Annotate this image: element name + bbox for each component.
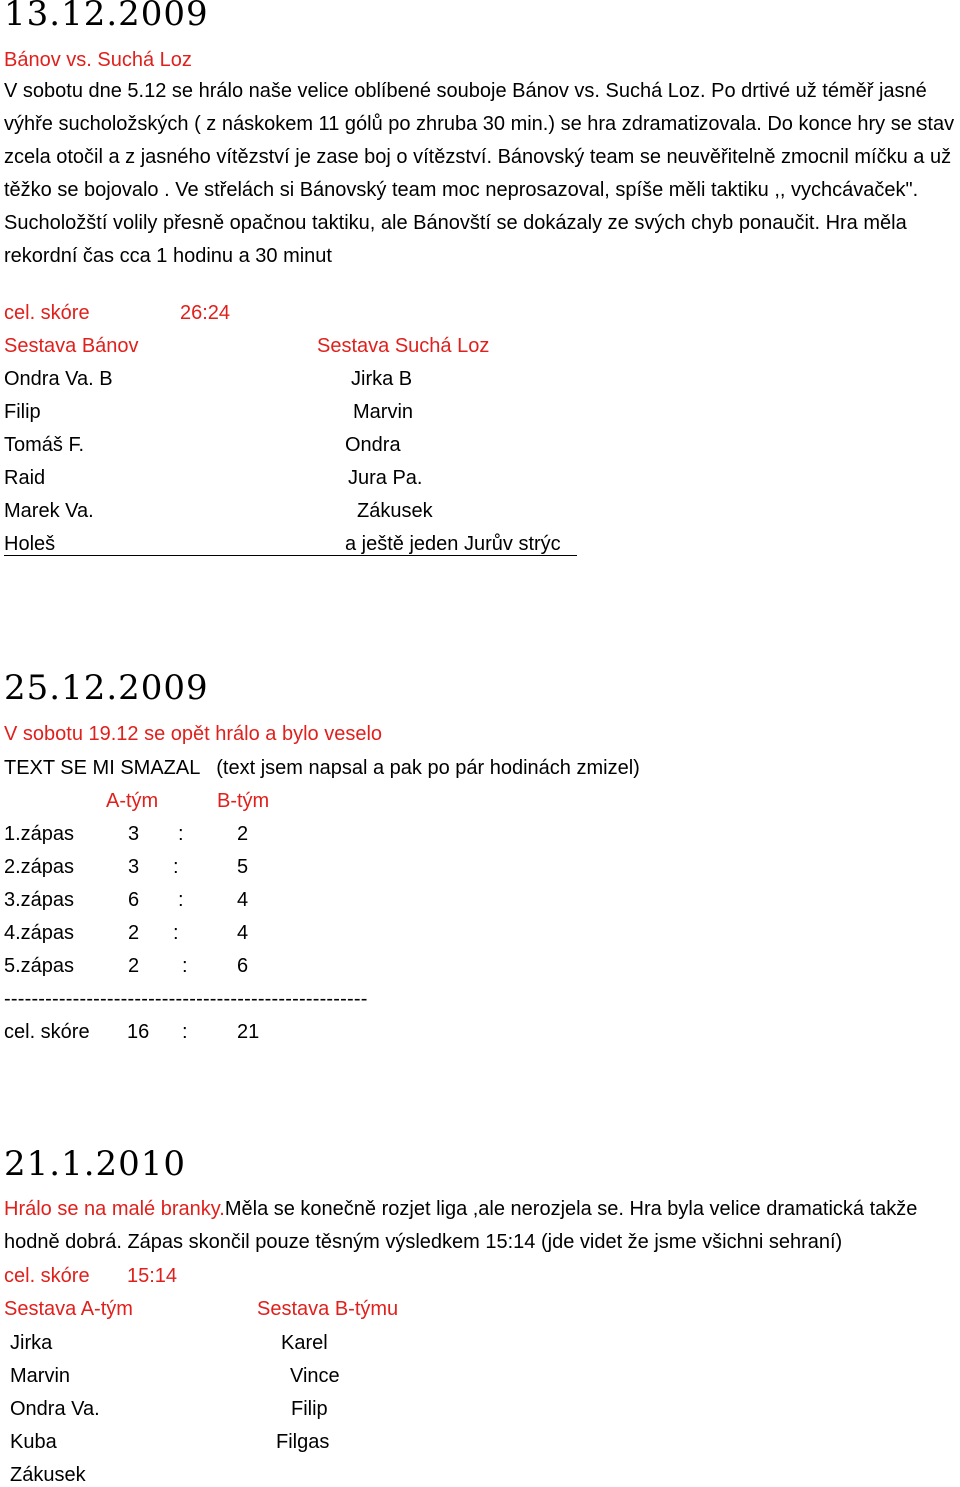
- lineup-right-player: a ještě jeden Jurův strýc: [345, 533, 561, 555]
- match-label: 3.zápas: [4, 889, 75, 911]
- match-score-b: 4: [237, 922, 249, 944]
- match-score-a: 2: [128, 955, 140, 977]
- lineup-right-player: Filip: [291, 1398, 328, 1420]
- lineup-right-player: Jura Pa.: [348, 467, 423, 489]
- lineup-left-title: Sestava Bánov: [4, 335, 139, 357]
- entry-title: Bánov vs. Suchá Loz: [4, 49, 192, 71]
- total-score-label: cel. skóre: [4, 1021, 90, 1043]
- entry-date-heading: 21.1.2010: [4, 1144, 187, 1184]
- lineup-right-player: Karel: [281, 1332, 328, 1354]
- total-score-separator: :: [182, 1021, 188, 1043]
- entry-title: V sobotu 19.12 se opět hrálo a bylo veselo: [4, 723, 383, 745]
- lineup-right-player: Zákusek: [357, 500, 433, 522]
- entry-title: Hrálo se na malé branky.: [4, 1198, 225, 1220]
- lineup-left-player: Marek Va.: [4, 500, 94, 522]
- match-score-a: 6: [128, 889, 140, 911]
- match-score-a: 2: [128, 922, 140, 944]
- lineup-left-player: Zákusek: [10, 1464, 86, 1486]
- lineup-left-player: Holeš: [4, 533, 56, 555]
- lineup-right-player: Marvin: [353, 401, 414, 423]
- match-score-b: 5: [237, 856, 249, 878]
- match-label: 4.zápas: [4, 922, 75, 944]
- entry-paragraph: V sobotu dne 5.12 se hrálo naše velice oblíbené souboje Bánov vs. Suchá Loz. Po drtivé už téměř jasné výhře sucholožských ( z náskokem 11 gólů po zhruba 30 min.) se hra zdramatizovala. Do konce hry se stav zcela otočil a z jasného vítězství je zase boj o vítězství. Bánovský team se neuvěřitelně zmocnil míčku a už těžko se bojovalo . Ve střelách si Bánovský team moc neprosazoval, spíše měli taktiku ,, vychcávaček". Sucholožští volily přesně opačnou taktiku, ale Bánovští se dokázaly ze svých chyb ponaučit. Hra měla rekordní čas cca 1 hodinu a 30 minut: [4, 80, 955, 267]
- lineup-right-player: Jirka B: [351, 368, 413, 390]
- lineup-left-title: Sestava A-tým: [4, 1298, 133, 1320]
- lineup-left-player: Filip: [4, 401, 41, 423]
- total-score-b: 21: [237, 1021, 260, 1043]
- entry-note: TEXT SE MI SMAZAL (text jsem napsal a pak po pár hodinách zmizel): [4, 757, 640, 779]
- match-label: 5.zápas: [4, 955, 75, 977]
- match-label: 1.zápas: [4, 823, 75, 845]
- score-value: 15:14: [127, 1265, 178, 1287]
- match-score-separator: :: [182, 955, 188, 977]
- match-score-a: 3: [128, 823, 140, 845]
- match-score-separator: :: [173, 856, 179, 878]
- score-divider: -----------------------------------------------------: [4, 988, 368, 1010]
- entry-date-heading: 13.12.2009: [4, 0, 209, 34]
- lineup-left-player: Tomáš F.: [4, 434, 85, 456]
- lineup-underline: [4, 555, 577, 556]
- total-score-a: 16: [127, 1021, 150, 1043]
- lineup-left-player: Marvin: [10, 1365, 71, 1387]
- match-score-b: 4: [237, 889, 249, 911]
- team-b-header: B-tým: [217, 790, 270, 812]
- lineup-right-player: Ondra: [345, 434, 401, 456]
- entry-paragraph: [4, 1193, 960, 1259]
- score-label: cel. skóre: [4, 302, 90, 324]
- team-a-header: A-tým: [106, 790, 159, 812]
- match-label: 2.zápas: [4, 856, 75, 878]
- lineup-left-player: Kuba: [10, 1431, 57, 1453]
- lineup-right-player: Filgas: [276, 1431, 330, 1453]
- match-score-separator: :: [178, 823, 184, 845]
- entry-body-text: Měla se konečně rozjet liga ,ale nerozjela se. Hra byla velice dramatická takže hodně dobrá. Zápas skončil pouze těsným výsledkem 15:14 (jde videt že jsme všichni sehraní): [4, 1198, 918, 1253]
- lineup-right-title: Sestava Suchá Loz: [317, 335, 490, 357]
- match-score-b: 6: [237, 955, 249, 977]
- lineup-right-title: Sestava B-týmu: [257, 1298, 399, 1320]
- match-score-a: 3: [128, 856, 140, 878]
- score-value: 26:24: [180, 302, 231, 324]
- lineup-left-player: Ondra Va.: [10, 1398, 100, 1420]
- entry-date-heading: 25.12.2009: [4, 668, 209, 708]
- lineup-right-player: Vince: [290, 1365, 340, 1387]
- match-score-separator: :: [178, 889, 184, 911]
- match-score-b: 2: [237, 823, 249, 845]
- match-score-separator: :: [173, 922, 179, 944]
- lineup-left-player: Ondra Va. B: [4, 368, 113, 390]
- lineup-left-player: Raid: [4, 467, 46, 489]
- lineup-left-player: Jirka: [10, 1332, 53, 1354]
- score-label: cel. skóre: [4, 1265, 90, 1287]
